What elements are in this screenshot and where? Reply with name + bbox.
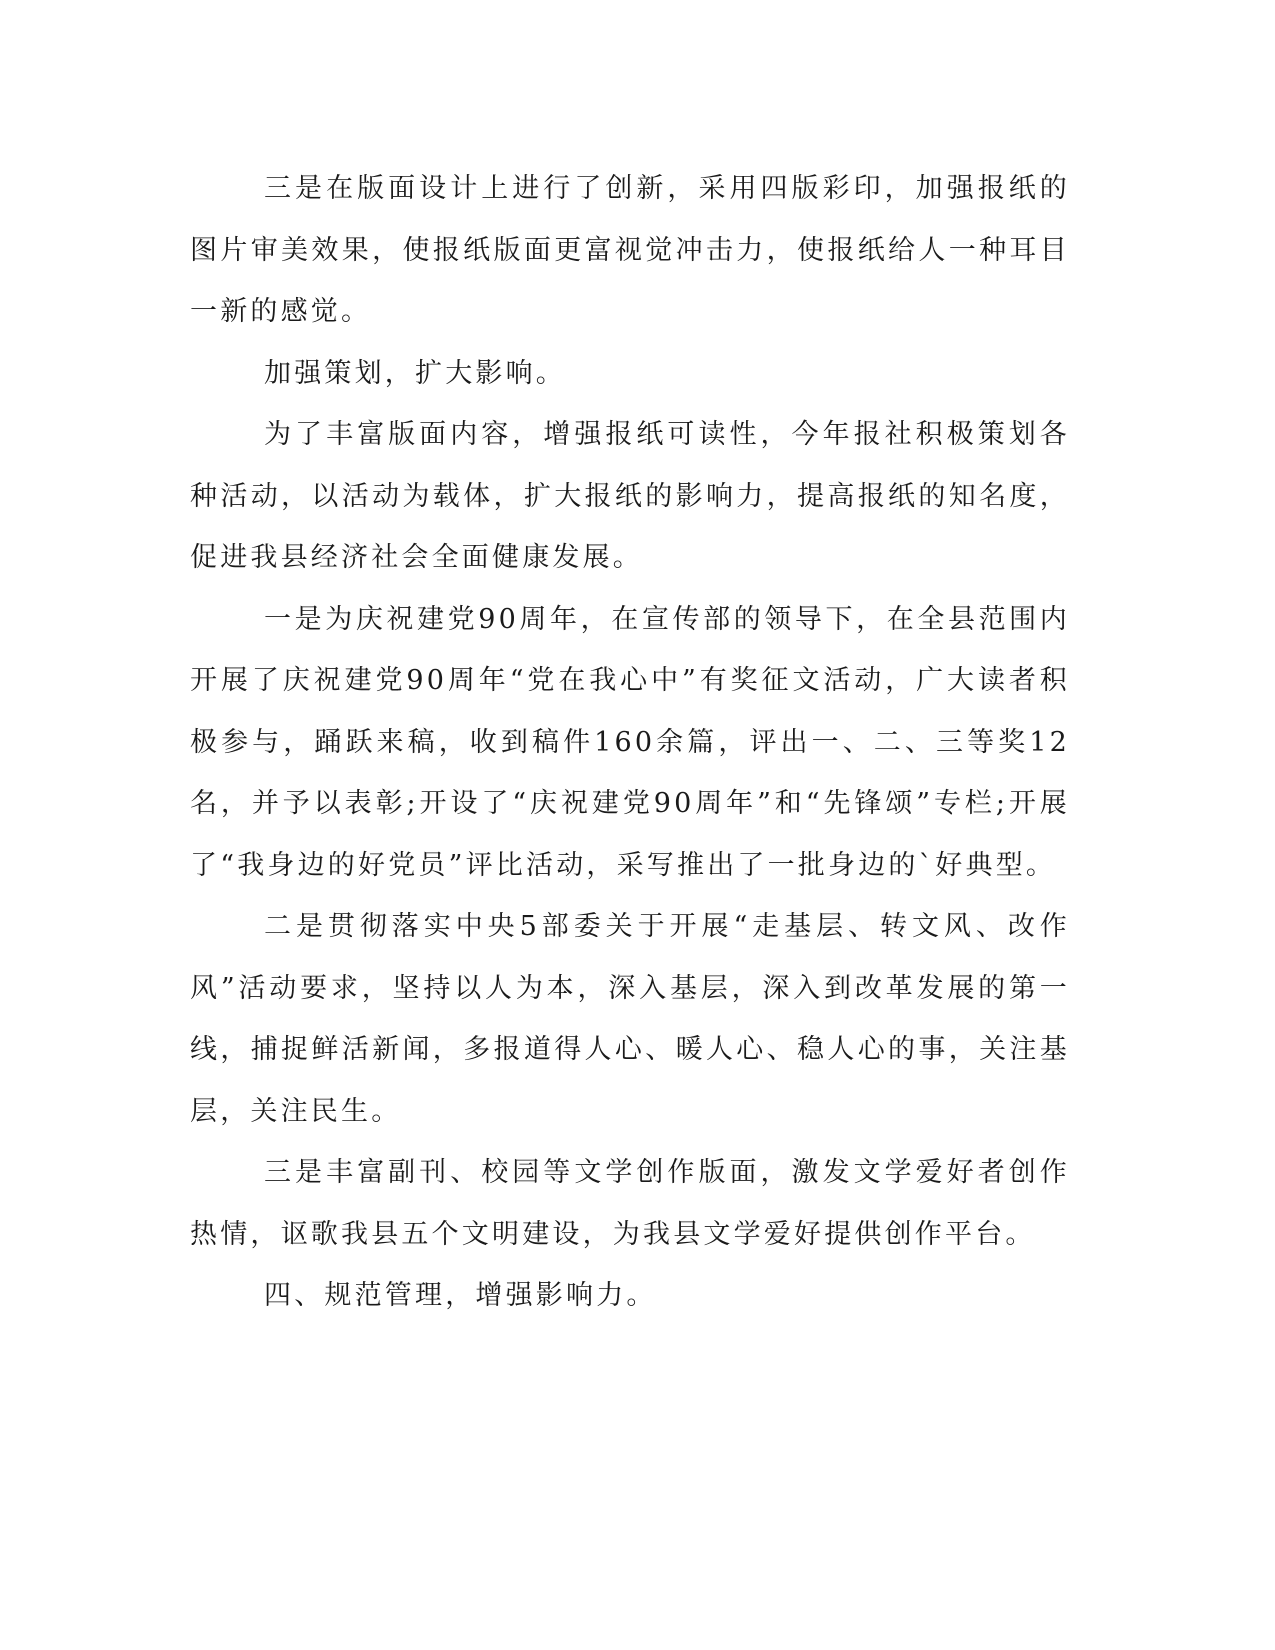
paragraph-2: 加强策划，扩大影响。: [264, 357, 566, 389]
paragraph-4: 一是为庆祝建党90周年，在宣传部的领导下，在全县范围内开展了庆祝建党90周年“党在我心中”有奖征文活动，广大读者积极参与，踊跃来稿，收到稿件160余篇，评出一、二、三等奖12名，并予以表彰;开设了“庆祝建党90周年”和“先锋颂”专栏;开展了“我身边的好党员”评比活动，采写推出了一批身边的`好典型。: [190, 603, 1070, 881]
paragraph-1: 三是在版面设计上进行了创新，采用四版彩印，加强报纸的图片审美效果，使报纸版面更富视觉冲击力，使报纸给人一种耳目一新的感觉。: [190, 173, 1070, 327]
paragraph-6: 三是丰富副刊、校园等文学创作版面，激发文学爱好者创作热情，讴歌我县五个文明建设，为我县文学爱好提供创作平台。: [190, 1157, 1070, 1250]
paragraph-7: 四、规范管理，增强影响力。: [264, 1280, 657, 1311]
document-body: [190, 158, 1070, 1327]
paragraph-5: 二是贯彻落实中央5部委关于开展“走基层、转文风、改作风”活动要求，坚持以人为本，深入基层，深入到改革发展的第一线，捕捉鲜活新闻，多报道得人心、暖人心、稳人心的事，关注基层，关注民生。: [190, 911, 1070, 1127]
paragraph-3: 为了丰富版面内容，增强报纸可读性，今年报社积极策划各种活动，以活动为载体，扩大报纸的影响力，提高报纸的知名度，促进我县经济社会全面健康发展。: [190, 419, 1070, 573]
